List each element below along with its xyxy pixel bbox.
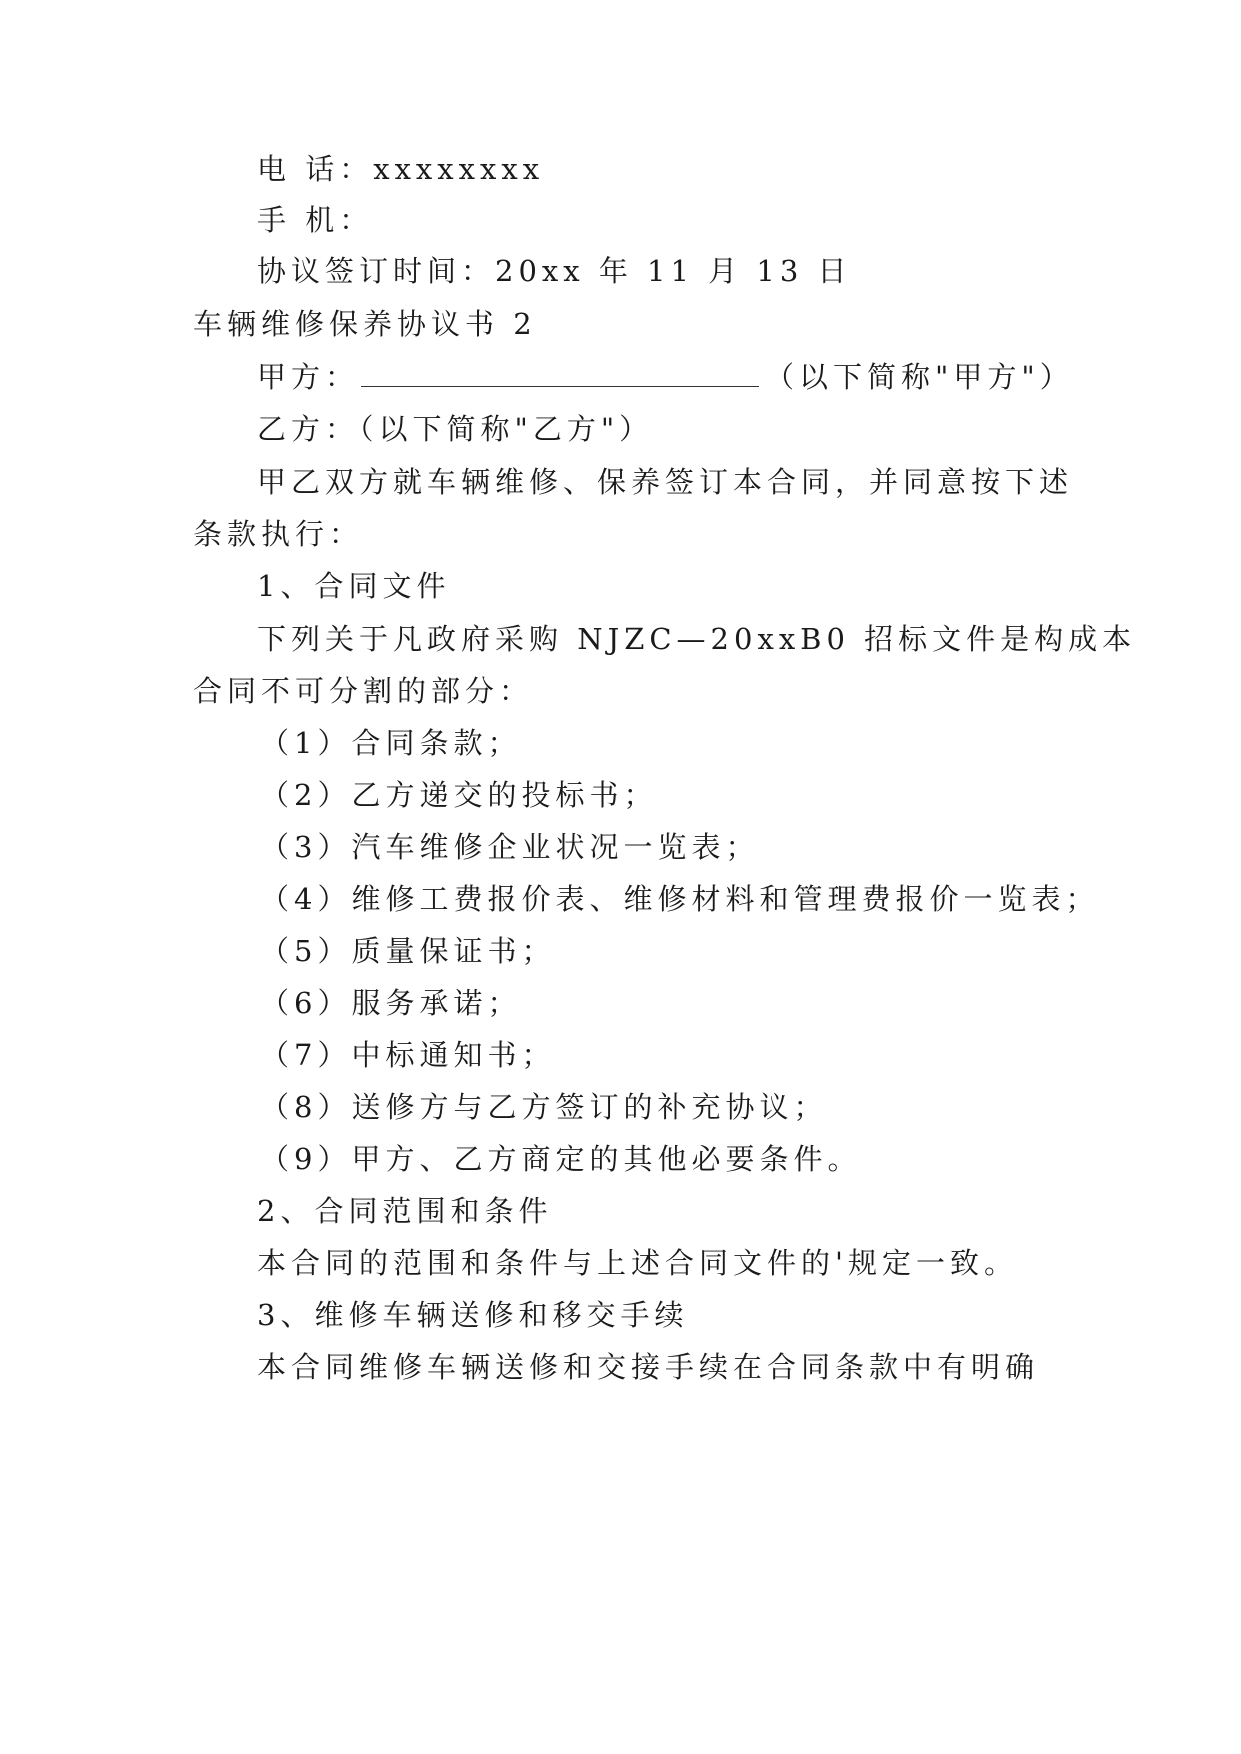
list-item: （7）中标通知书； [260,1038,556,1072]
section-1-text-2: 合同不可分割的部分： [193,674,534,708]
sign-date-line: 协议签订时间：20xx 年 11 月 13 日 [257,254,852,288]
section-3-heading: 3、维修车辆送修和移交手续 [257,1298,689,1332]
list-item: （8）送修方与乙方签订的补充协议； [260,1090,828,1124]
mobile-line: 手 机： [257,203,374,237]
document-title: 车辆维修保养协议书 2 [193,307,537,341]
phone-line: 电 话：xxxxxxxx [257,152,545,186]
list-item: （2）乙方递交的投标书； [260,778,658,812]
intro-line-2: 条款执行： [193,517,364,551]
list-item: （5）质量保证书； [260,934,556,968]
section-1-text-1: 下列关于凡政府采购 NJZC—20xxB0 招标文件是构成本 [257,622,1137,656]
list-item: （1）合同条款； [260,726,522,760]
party-a-suffix: （以下简称"甲方"） [765,360,1074,394]
section-2-text: 本合同的范围和条件与上述合同文件的'规定一致。 [257,1246,1018,1280]
list-item: （4）维修工费报价表、维修材料和管理费报价一览表； [260,882,1100,916]
list-item: （6）服务承诺； [260,986,522,1020]
party-a-label: 甲方： [257,360,360,394]
party-a-blank-field [361,360,759,387]
intro-line-1: 甲乙双方就车辆维修、保养签订本合同，并同意按下述 [257,465,1074,499]
section-1-heading: 1、合同文件 [257,569,451,603]
section-2-heading: 2、合同范围和条件 [257,1194,553,1228]
list-item: （3）汽车维修企业状况一览表； [260,830,760,864]
party-a-line [257,357,1074,397]
party-b-line: 乙方：（以下简称"乙方"） [257,412,654,446]
list-item: （9）甲方、乙方商定的其他必要条件。 [260,1142,862,1176]
section-3-text: 本合同维修车辆送修和交接手续在合同条款中有明确 [257,1350,1040,1384]
